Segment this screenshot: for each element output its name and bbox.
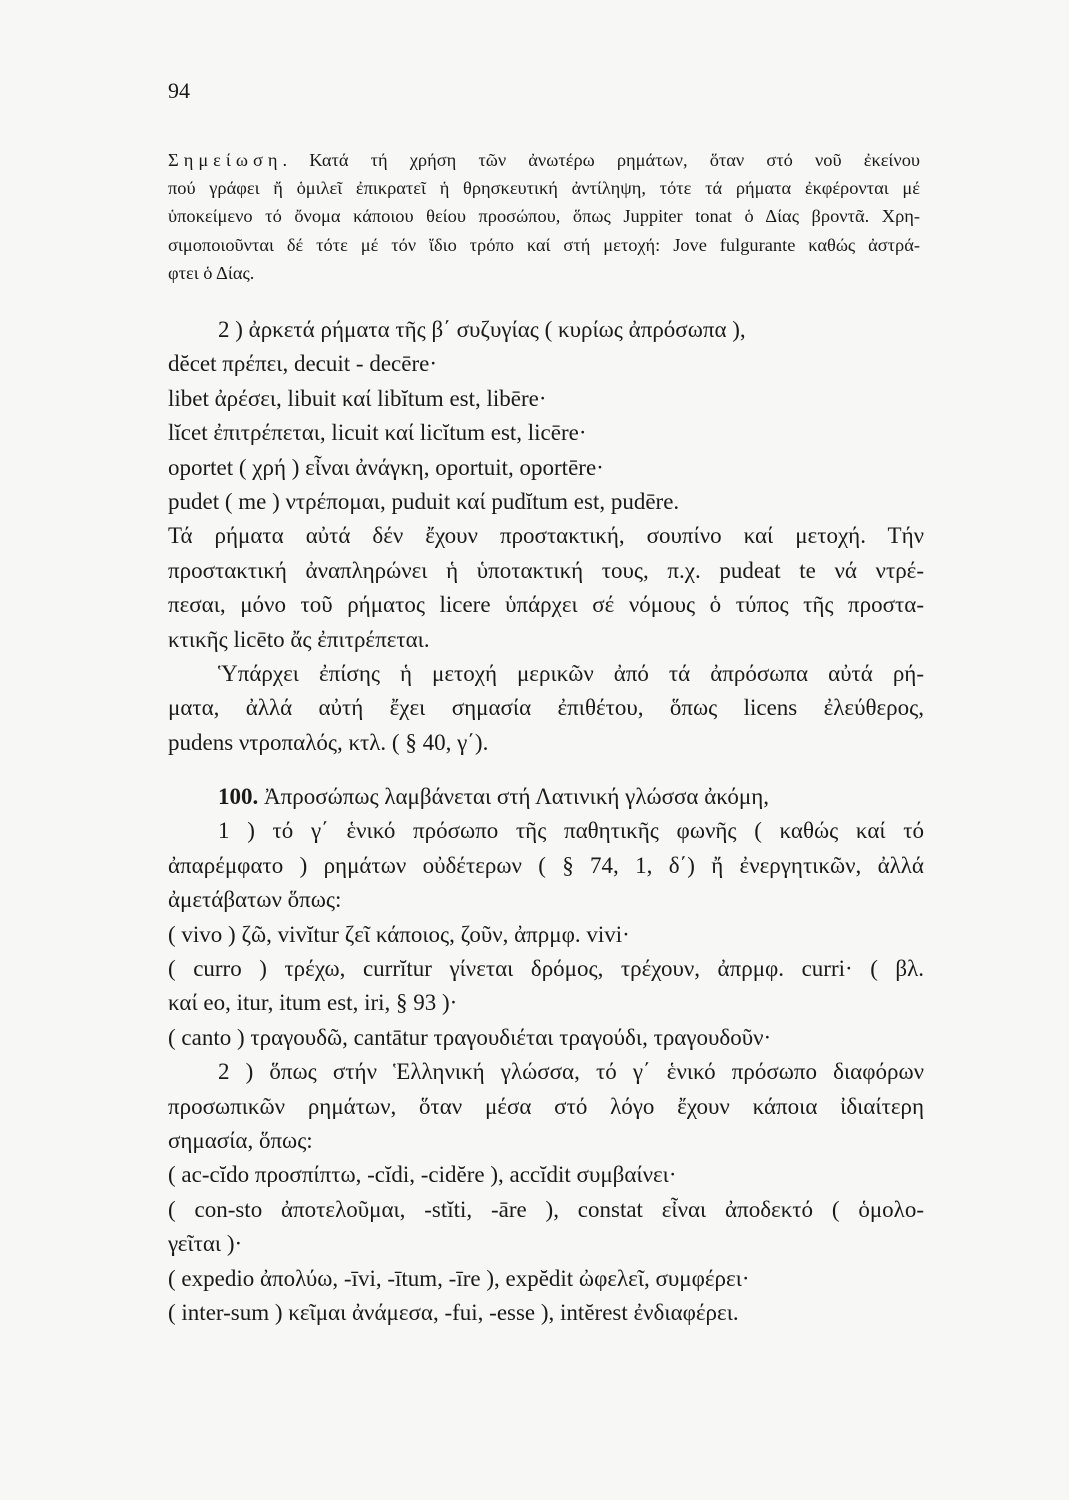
example-line: καί eo, itur, itum est, iri, § 93 )· <box>168 990 458 1016</box>
item-line: ἀπαρέμφατο ) ρημάτων οὐδέτερων ( § 74, 1, δ΄) ἤ ἐνεργητικῶν, ἀλλά <box>168 852 924 878</box>
paragraph-line: πεσαι, μόνο τοῦ ρήματος licere ὑπάρχει σέ νόμους ὁ τύπος τῆς προστα- <box>168 592 924 618</box>
item-line: σημασία, ὅπως: <box>168 1127 313 1153</box>
paragraph-line: Τά ρήματα αὐτά δέν ἔχουν προστακτική, σουπίνο καί μετοχή. Τήν <box>168 523 924 549</box>
note-paragraph <box>168 146 920 287</box>
item-line: ἀμετάβατων ὅπως: <box>168 887 342 913</box>
paragraph-line: pudens ντροπαλός, κτλ. ( § 40, γ΄). <box>168 729 489 755</box>
item-line: προσωπικῶν ρημάτων, ὅταν μέσα στό λόγο ἔχουν κάποια ἰδιαίτερη <box>168 1093 924 1119</box>
note-line-1: Σημείωση. Κατά τή χρήση τῶν ἀνωτέρω ρημάτων, ὅταν στό νοῦ ἐκείνου <box>168 150 920 170</box>
example-line: ( expedio ἀπολύω, -īvi, -ītum, -īre ), expĕdit ὠφελεῖ, συμφέρει· <box>168 1265 750 1291</box>
section-heading: 2 ) ἀρκετά ρήματα τῆς β΄ συζυγίας ( κυρίως ἀπρόσωπα ), <box>218 317 746 342</box>
paragraph-line: κτικῆς licēto ἄς ἐπιτρέπεται. <box>168 626 430 652</box>
note-label: Σημείωση <box>168 150 283 170</box>
verb-line: dĕcet πρέπει, decuit - decēre· <box>168 351 437 377</box>
example-line: γεῖται )· <box>168 1231 243 1257</box>
note-line-5: φτει ὁ Δίας. <box>168 262 255 283</box>
verb-line: oportet ( χρή ) εἶναι ἀνάγκη, oportuit, oportēre· <box>168 454 604 480</box>
paragraph-line: ματα, ἀλλά αὐτή ἔχει σημασία ἐπιθέτου, ὅπως licens ἐλεύθερος, <box>168 695 924 721</box>
section-100-heading: 100. Ἀπροσώπως λαμβάνεται στή Λατινική γλώσσα ἀκόμη, <box>218 784 769 810</box>
example-line: ( inter-sum ) κεῖμαι ἀνάμεσα, -fui, -esse ), intĕrest ἐνδιαφέρει. <box>168 1299 739 1325</box>
example-line: ( curro ) τρέχω, currĭtur γίνεται δρόμος, τρέχουν, ἀπρμφ. curri· ( βλ. <box>168 956 924 982</box>
item-line: 2 ) ὅπως στήν Ἑλληνική γλώσσα, τό γ΄ ἑνικό πρόσωπο διαφόρων <box>218 1059 924 1085</box>
spacer <box>168 760 924 780</box>
note-line-4: σιμοποιοῦνται δέ τότε μέ τόν ἴδιο τρόπο καί στή μετοχή: Jove fulgurante καθώς ἀστρά- <box>168 234 920 255</box>
verb-line: lĭcet ἐπιτρέπεται, licuit καί licĭtum est, licēre· <box>168 420 587 446</box>
note-line-3: ὑποκείμενο τό ὄνομα κάποιου θείου προσώπου, ὅπως Juppiter tonat ὁ Δίας βροντᾶ. Χρη- <box>168 206 920 227</box>
page-number: 94 <box>168 78 190 103</box>
item-line: 1 ) τό γ΄ ἑνικό πρόσωπο τῆς παθητικῆς φωνῆς ( καθώς καί τό <box>218 818 924 844</box>
section-number: 100. <box>218 784 259 810</box>
note-line-2: πού γράφει ἤ ὁμιλεῖ ἐπικρατεῖ ἡ θρησκευτική ἀντίληψη, τότε τά ρήματα ἐκφέρονται μέ <box>168 178 920 199</box>
example-line: ( ac-cĭdo προσπίπτω, -cĭdi, -cidĕre ), accĭdit συμβαίνει· <box>168 1162 677 1188</box>
paragraph-line: Ὑπάρχει ἐπίσης ἡ μετοχή μερικῶν ἀπό τά ἀπρόσωπα αὐτά ρή- <box>218 660 924 686</box>
example-line: ( canto ) τραγουδῶ, cantātur τραγουδιέται τραγούδι, τραγουδοῦν· <box>168 1024 772 1050</box>
verb-line: libet ἀρέσει, libuit καί libĭtum est, libēre· <box>168 385 547 411</box>
example-line: ( vivo ) ζῶ, vivĭtur ζεῖ κάποιος, ζοῦν, ἀπρμφ. vivi· <box>168 921 630 947</box>
paragraph-line: προστακτική ἀναπληρώνει ἡ ὑποτακτική τους, π.χ. pudeat te νά ντρέ- <box>168 557 924 583</box>
verb-line: pudet ( me ) ντρέπομαι, puduit καί pudĭtum est, pudēre. <box>168 488 680 514</box>
example-line: ( con-sto ἀποτελοῦμαι, -stĭti, -āre ), constat εἶναι ἀποδεκτό ( ὁμολο- <box>168 1196 924 1222</box>
main-text <box>168 313 924 1330</box>
